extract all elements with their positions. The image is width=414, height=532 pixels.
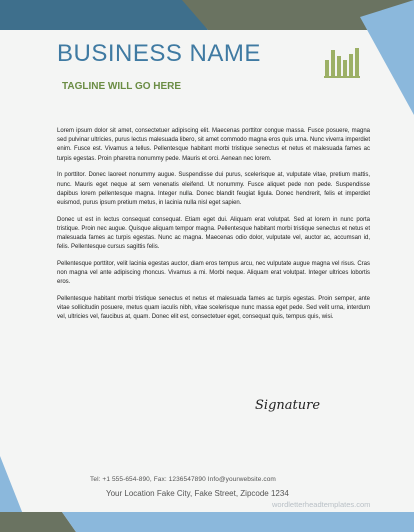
body-paragraph-1: Lorem ipsum dolor sit amet, consectetuer adipiscing elit. Maecenas porttitor congue massa. Fusce posuere, magna sed pulvinar ultricies, purus lectus malesuada libero, sit amet commodo magna eros quis urna. Nunc viverra imperdiet enim. Fusce est. Vivamus a tellus. Pellentesque habitant morbi tristique senectus et netus et malesuada fames ac turpis egestas. Proin pharetra nonummy pede. Mauris et orci. Aenean nec lorem.: [57, 128, 370, 162]
letter-body: [57, 127, 370, 330]
body-paragraph-5: Pellentesque habitant morbi tristique senectus et netus et malesuada fames ac turpis egestas. Proin semper, ante vitae sollicitudin posuere, metus quam iaculis nibh, vitae scelerisque nunc massa eget pede. Sed velit urna, interdum vel, ultricies vel, faucibus at, quam. Donec elit est, consectetuer eget, consequat quis, tempus quis, wisi.: [57, 296, 370, 321]
bar-chart-logo-icon: [324, 46, 368, 78]
address-line: Your Location Fake City, Fake Street, Zipcode 1234: [106, 489, 289, 498]
header-blue-band: [0, 0, 208, 30]
body-paragraph-4: Pellentesque porttitor, velit lacinia egestas auctor, diam eros tempus arcu, nec vulputate augue magna vel risus. Cras non magna vel ante adipiscing rhoncus. Vivamus a mi. Morbi neque. Aliquam erat volutpat. Integer ultrices lobortis eros.: [57, 260, 370, 286]
business-name: BUSINESS NAME: [57, 40, 261, 67]
tagline: TAGLINE WILL GO HERE: [62, 81, 182, 92]
body-paragraph-3: Donec ut est in lectus consequat consequat. Etiam eget dui. Aliquam erat volutpat. Sed at lorem in nunc porta tristique. Proin nec augue. Quisque aliquam tempor magna. Pellentesque habitant morbi tristique senectus et netus et malesuada fames ac turpis egestas. Nunc ac magna. Maecenas odio dolor, vulputate vel, auctor ac, accumsan id, felis. Pellentesque cursus sagittis felis.: [57, 216, 370, 251]
signature: Signature: [255, 398, 321, 413]
footer-blue-band: [62, 512, 414, 532]
contact-info: Tel: +1 555-654-890, Fax: 1236547890 Info@yourwebsite.com: [90, 476, 276, 483]
header-light-blue-triangle: [360, 0, 414, 115]
body-paragraph-2: In porttitor. Donec laoreet nonummy augue. Suspendisse dui purus, scelerisque at, vulputate vitae, pretium mattis, nunc. Mauris eget neque at sem venenatis eleifend. Ut nonummy. Fusce aliquet pede non pede. Suspendisse dapibus lorem pellentesque magna. Integer nulla. Donec blandit feugiat ligula. Donec hendrerit, felis et imperdiet euismod, purus ipsum pretium metus, in lacinia nulla nisl eget sapien.: [57, 172, 370, 206]
watermark: wordletterheadtemplates.com: [272, 500, 371, 509]
